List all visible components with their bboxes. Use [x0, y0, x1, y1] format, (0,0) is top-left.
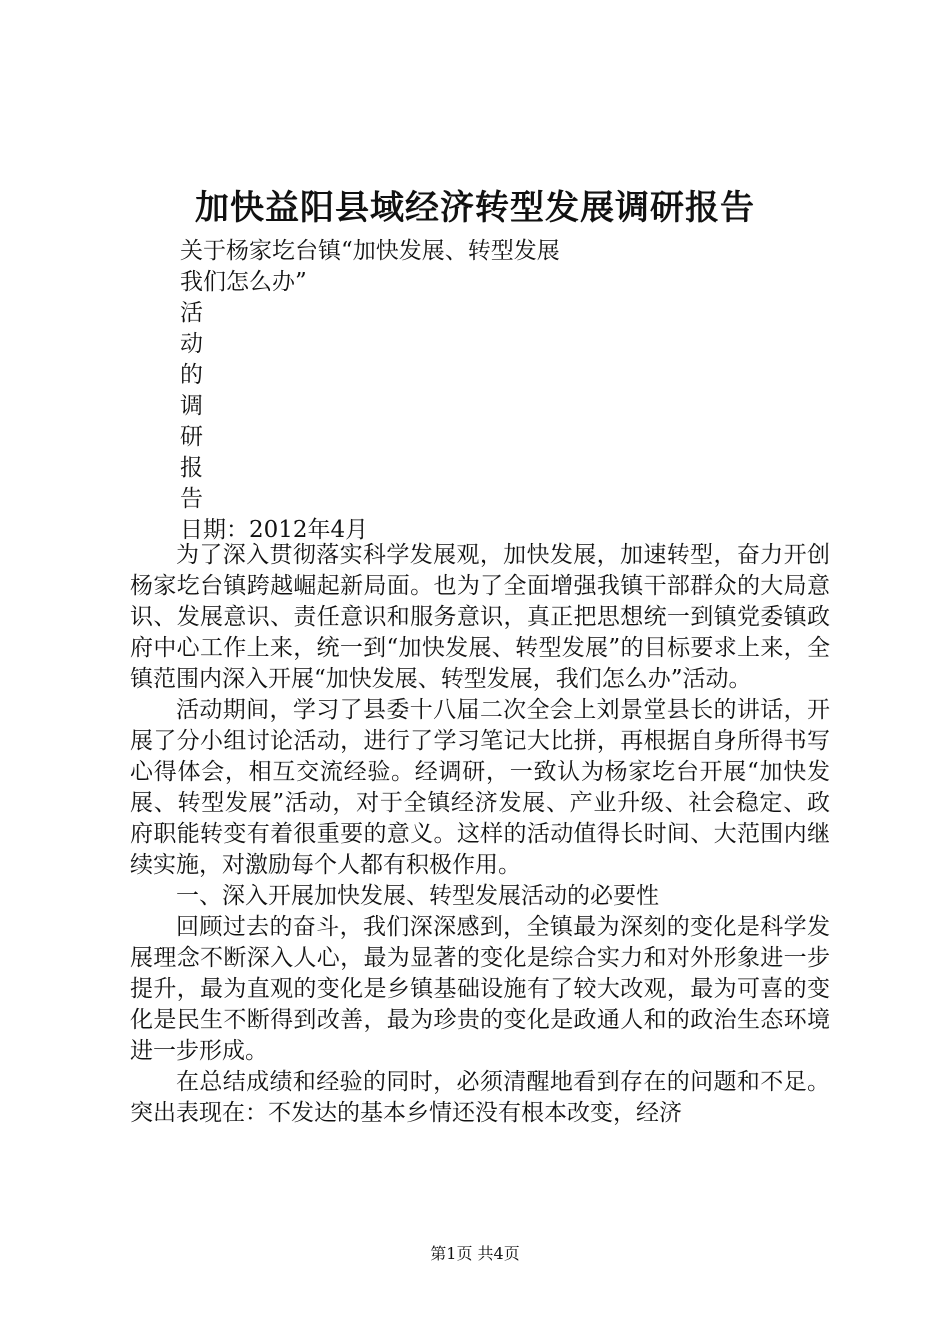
body-paragraph: 活动期间，学习了县委十八届二次全会上刘景堂县长的讲话，开展了分小组讨论活动，进行了学习笔记大比拼，再根据自身所得书写心得体会，相互交流经验。经调研，一致认为杨家圪台开展“加快发展、转型发展”活动，对于全镇经济发展、产业升级、社会稳定、政府职能转变有着很重要的意义。这样的活动值得长时间、大范围内继续实施，对激励每个人都有积极作用。 [130, 697, 830, 878]
document-date: 日期：2012年4月 [180, 517, 369, 543]
subtitle-line: 我们怎么办” [180, 269, 307, 295]
subtitle-line: 关于杨家圪台镇“加快发展、转型发展 [180, 238, 560, 264]
subtitle-line: 研 [180, 424, 203, 450]
document-title: 加快益阳县域经济转型发展调研报告 [195, 188, 755, 228]
subtitle-line: 告 [180, 486, 203, 512]
page-footer: 第1页 共4页 [430, 1244, 520, 1263]
subtitle-block [180, 236, 880, 546]
subtitle-line: 调 [180, 393, 203, 419]
body-paragraph: 为了深入贯彻落实科学发展观，加快发展，加速转型，奋力开创杨家圪台镇跨越崛起新局面。也为了全面增强我镇干部群众的大局意识、发展意识、责任意识和服务意识，真正把思想统一到镇党委镇政府中心工作上来，统一到“加快发展、转型发展”的目标要求上来，全镇范围内深入开展“加快发展、转型发展，我们怎么办”活动。 [130, 542, 830, 692]
subtitle-line: 的 [180, 362, 203, 388]
subtitle-line: 活 [180, 300, 203, 326]
body-paragraph: 在总结成绩和经验的同时，必须清醒地看到存在的问题和不足。突出表现在：不发达的基本乡情还没有根本改变，经济 [130, 1069, 830, 1126]
section-heading: 一、深入开展加快发展、转型发展活动的必要性 [176, 883, 659, 909]
body-paragraph: 回顾过去的奋斗，我们深深感到，全镇最为深刻的变化是科学发展理念不断深入人心，最为显著的变化是综合实力和对外形象进一步提升，最为直观的变化是乡镇基础设施有了较大改观，最为可喜的变化是民生不断得到改善，最为珍贵的变化是政通人和的政治生态环境进一步形成。 [130, 914, 830, 1064]
subtitle-line: 报 [180, 455, 203, 481]
document-body [130, 540, 830, 1129]
subtitle-line: 动 [180, 331, 203, 357]
